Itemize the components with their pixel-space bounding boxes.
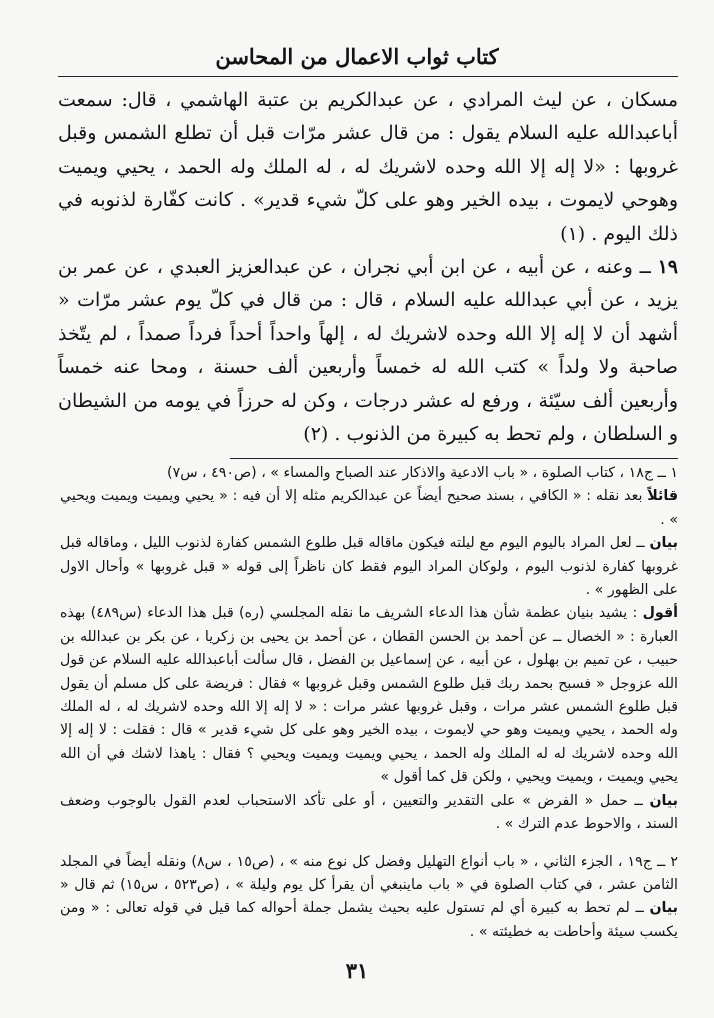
footnote-keyword: بيان: [649, 535, 678, 552]
footnote-1-aqul: [60, 602, 678, 789]
hadith-text: ــ وعنه ، عن أبيه ، عن ابن أبي نجران ، عن عبدالعزيز العبدي ، عن عمر بن يزيد ، عن أبي عبدالله عليه السلام ، قال : من قال في كلّ يوم عشر مرّات « أشهد أن لا إله إلا الله وحده لاشريك له ، إلهاً واحداً أحداً فرداً صمداً ، لم يتّخذ صاحبة ولا ولداً » كتب الله له خمساً وأربعين ألف حسنة ، ومحا عنه خمساً وأربعين ألف سيّئة ، ورفع له عشر درجات ، وكن له حرزاً في يومه من الشيطان و السلطان ، ولم تحط به كبيرة من الذنوب . (٢): [58, 256, 678, 446]
footnote-separator: [230, 458, 678, 459]
page-title: كتاب ثواب الاعمال من المحاسن: [215, 44, 499, 69]
footnote-text: ــ لم تحط به كبيرة أي لم تستول عليه بحيث يشمل جملة أحواله كما قيل في قوله تعالى : « ومن يكسب سيئة وأحاطت به خطيئته » .: [60, 900, 678, 940]
footnote-text: ٢ ــ ج١٩ ، الجزء الثاني ، « باب أنواع التهليل وفضل كل نوع منه » ، (ص١٥ ، س٨) ونقله أيضاً في المجلد الثامن عشر ، في كتاب الصلوة في « باب ماينبغي أن يقرأ كل يوم وليلة » ، (ص٥٢٣ ، س١٥) ثم قال «: [60, 853, 679, 893]
footnote-1-quote: [60, 485, 678, 532]
footnote-1-bayan-2: [60, 790, 678, 837]
footnote-keyword: أقول: [642, 605, 678, 622]
footnote-text: ــ حمل « الفرض » على التقدير والتعيين ، أو على تأكد الاستحباب لعدم القول بالوجوب وضعف السند ، والاحوط عدم الترك » .: [60, 792, 678, 833]
header-rule: [58, 76, 678, 77]
main-paragraph-2: [58, 251, 678, 451]
footnote-text: ــ لعل المراد باليوم اليوم مع ليلته فيكون ماقاله قبل طلوع الشمس كفارة لذنوب الليل ، وماقاله قبل غروبها كفارة لذنوب اليوم ، ولوكان المراد اليوم فقط كان ناظراً إلى قوله « قبل غروبها » وأحال الاول على الظهور » .: [60, 535, 678, 599]
main-paragraph-1: مسكان ، عن ليث المرادي ، عن عبدالكريم بن عتبة الهاشمي ، قال: سمعت أباعبدالله عليه السلام يقول : من قال عشر مرّات قبل أن تطلع الشمس وقبل غروبها : «لا إله إلا الله وحده لاشريك له ، له الملك وله الحمد ، يحيي ويميت وهوحي لايموت ، بيده الخير وهو على كلّ شيء قدير» . كانت كفّارة لذنوبه في ذلك اليوم . (١): [58, 89, 678, 245]
main-text: [58, 84, 678, 451]
footnote-keyword: قائلاً: [647, 488, 678, 505]
footnote-text: بعد نقله : « الكافي ، بسند صحيح أيضاً عن عبدالكريم مثله إلا أن فيه : « يحيي ويميت ويميت ويحيي » .: [60, 488, 678, 528]
footnotes: [60, 462, 678, 944]
footnote-2: [60, 851, 678, 945]
hadith-number: ١٩: [657, 256, 678, 279]
footnote-1-bayan: [60, 532, 678, 602]
footnote-keyword: بيان: [649, 792, 678, 809]
footnote-1-source: ١ ــ ج١٨ ، كتاب الصلوة ، « باب الادعية والاذكار عند الصباح والمساء » ، (ص٤٩٠ ، س٧): [167, 465, 678, 481]
footnote-text: : يشيد بنيان عظمة شأن هذا الدعاء الشريف ما نقله المجلسي (ره) قبل هذا الدعاء (س٤٨٩) بهذه العبارة : « الخصال ــ عن أحمد بن الحسن القطان ، عن أحمد بن يحيى بن زكريا ، عن بكر بن عبدالله بن حبيب ، عن تميم بن بهلول ، عن أبيه ، عن إسماعيل بن الفضل ، قال سألت أباعبدالله عليه السلام عن قول الله عزوجل « فسبح بحمد ربك قبل طلوع الشمس وقبل غروبها » فقال : فريضة على كل مسلم أن يقول قبل طلوع الشمس عشر مرات ، وقبل غروبها عشر مرات : « لا إله إلا الله وحده لاشريك له ، له الملك وله الحمد ، يحيي ويميت وهو حي لايموت ، بيده الخير وهو على كل شيء قدير » قال : فقلت : لا إله إلا الله وحده لاشريك له له الملك وله الحمد ، يحيي ويميت ويميت ويحيي ؟ فقال : ياهذا لاشك في أن الله يحيي ويميت ، ويميت ويحيي ، ولكن قل كما أقول »: [60, 605, 678, 786]
footnote-keyword: بيان: [649, 900, 679, 917]
page-number: ٣١: [345, 958, 369, 983]
